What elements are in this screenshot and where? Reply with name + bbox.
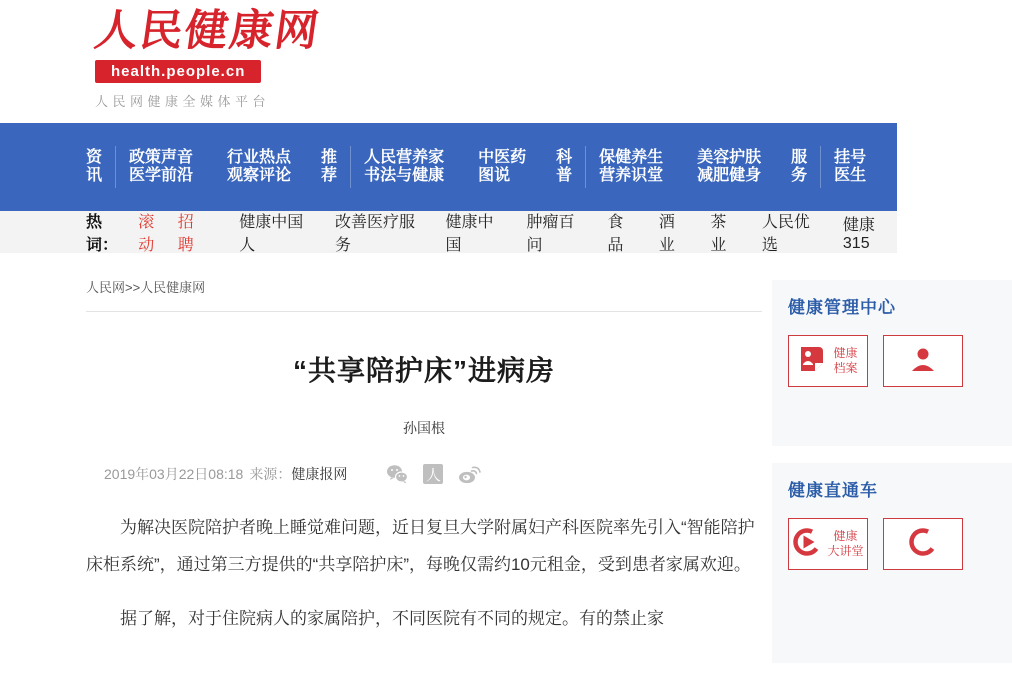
nav-item-healthcare[interactable]: 保健养生 (599, 149, 664, 166)
nav-group-char: 资 (86, 149, 103, 166)
nav-columns (364, 142, 526, 192)
hot-link-liquor[interactable]: 酒业 (658, 214, 675, 254)
nav-item-policy-voice[interactable]: 政策声音 (129, 149, 194, 166)
hot-link-tumor-questions[interactable]: 肿瘤百问 (526, 214, 575, 254)
nav-item-fitness[interactable]: 减肥健身 (697, 167, 762, 184)
share-icons (385, 463, 481, 485)
logo-tagline: 人民网健康全媒体平台 (95, 94, 271, 109)
health-management-title[interactable]: 健康管理中心 (788, 298, 896, 317)
article-paragraph: 据了解，对于住院病人的家属陪护，不同医院有不同的规定。有的禁止家 (120, 609, 664, 628)
nav-group-char: 荐 (321, 167, 338, 184)
site-logo[interactable] (91, 6, 324, 110)
hot-link-scroll[interactable]: 滚动 (138, 214, 155, 254)
article-meta (86, 463, 762, 485)
nav-item-calligraphy-health[interactable]: 书法与健康 (364, 167, 445, 184)
clipped-card[interactable] (883, 518, 963, 570)
health-express-panel (772, 463, 1012, 663)
circle-icon (908, 527, 938, 562)
nav-group-char: 服 (791, 149, 808, 166)
nav-group-char: 推 (321, 149, 338, 166)
nav-group-label-service[interactable] (791, 142, 807, 192)
hot-link-health-315[interactable]: 健康315 (842, 216, 875, 252)
nav-column (364, 142, 444, 192)
nav-column (478, 142, 526, 192)
card-label-line: 健康 (833, 346, 858, 360)
health-archive-icon (798, 344, 828, 379)
nav-column (129, 142, 193, 192)
nav-divider (350, 146, 351, 188)
logo-calligraphy-text: 人民健康网 (91, 6, 324, 56)
hot-words-bar (0, 211, 897, 253)
breadcrumb-divider (86, 311, 762, 312)
card-row (788, 335, 1012, 387)
hot-link-healthy-china[interactable]: 健康中国 (445, 214, 494, 254)
hot-link-tea[interactable]: 茶业 (710, 214, 727, 254)
person-icon (908, 344, 938, 379)
hot-link-people-select[interactable]: 人民优选 (761, 214, 810, 254)
health-lecture-label (827, 529, 863, 559)
health-archive-label (833, 346, 857, 376)
nav-column (227, 142, 291, 192)
nav-item-people-nutrition[interactable]: 人民营养家 (364, 149, 445, 166)
nav-group-recommend (321, 142, 526, 192)
nav-item-hundred-questions[interactable]: 百问 (900, 167, 933, 184)
hot-words-label: 热词： (86, 214, 119, 254)
nav-divider (115, 146, 116, 188)
health-archive-card[interactable] (788, 335, 868, 387)
play-icon (792, 527, 822, 562)
publish-date: 2019年03月22日08:18 (104, 466, 244, 482)
nav-group-char: 讯 (86, 167, 103, 184)
nav-group-news (86, 142, 291, 192)
hot-link-recruit[interactable]: 招聘 (177, 214, 194, 254)
nav-column (900, 142, 932, 192)
nav-item-tcm[interactable]: 中医药 (478, 149, 527, 166)
nav-column (697, 142, 761, 192)
source-label: 来源： (249, 466, 292, 482)
article-paragraph: 为解决医院陪护者晚上睡觉难问题，近日复旦大学附属妇产科医院率先引入“智能陪护床柜系统”，通过第三方提供的“共享陪护床”，每晚仅需约10元租金，受到患者家属欢迎。 (86, 518, 755, 574)
nav-group-char: 务 (791, 167, 808, 184)
hot-link-healthy-chinese[interactable]: 健康中国人 (239, 214, 304, 254)
site-header (0, 0, 897, 123)
nav-item-registration[interactable]: 挂号 (834, 149, 867, 166)
nav-divider (585, 146, 586, 188)
wechat-share-icon[interactable] (385, 463, 409, 485)
health-management-panel (772, 280, 1012, 446)
article-content (86, 277, 762, 637)
card-label-line: 档案 (833, 361, 858, 375)
nav-group-label-news[interactable] (86, 142, 102, 192)
main-nav (0, 123, 933, 211)
breadcrumb[interactable]: 人民网>>人民健康网 (86, 280, 206, 295)
health-express-title[interactable]: 健康直通车 (788, 481, 878, 500)
nav-group-char: 科 (556, 149, 573, 166)
nav-group-label-recommend[interactable] (321, 142, 337, 192)
weibo-share-icon[interactable] (457, 463, 481, 485)
nav-group-label-science[interactable] (556, 142, 572, 192)
nav-group-char: 普 (556, 167, 573, 184)
article-body (86, 509, 762, 637)
nav-column (834, 142, 866, 192)
logo-domain-badge: health.people.cn (95, 60, 261, 83)
nav-item-medical-frontier[interactable]: 医学前沿 (129, 167, 194, 184)
people-daily-share-icon[interactable]: 人 (423, 464, 443, 484)
nav-item-nutrition-class[interactable]: 营养识堂 (599, 167, 664, 184)
nav-item-doctor[interactable]: 医生 (834, 167, 867, 184)
card-row (788, 518, 1012, 570)
nav-column (599, 142, 663, 192)
hot-link-food[interactable]: 食品 (607, 214, 624, 254)
nav-item-industry-hotspot[interactable]: 行业热点 (227, 149, 292, 166)
card-label-line: 大讲堂 (827, 544, 864, 558)
source-link[interactable]: 健康报网 (291, 466, 348, 482)
nav-columns (834, 142, 932, 192)
nav-group-science (556, 142, 761, 192)
clipped-card[interactable] (883, 335, 963, 387)
nav-divider (820, 146, 821, 188)
nav-columns (129, 142, 291, 192)
nav-item-observation-review[interactable]: 观察评论 (227, 167, 292, 184)
article-title: “共享陪护床”进病房 (292, 355, 555, 386)
nav-item-pictorial[interactable]: 图说 (478, 167, 511, 184)
nav-item-encyclopedia[interactable]: 百科 (900, 149, 933, 166)
card-label-line: 健康 (833, 529, 858, 543)
nav-columns (599, 142, 761, 192)
nav-item-beauty-skincare[interactable]: 美容护肤 (697, 149, 762, 166)
article-author: 孙国根 (403, 420, 445, 436)
health-lecture-card[interactable] (788, 518, 868, 570)
hot-link-improve-medical[interactable]: 改善医疗服务 (334, 214, 415, 254)
nav-group-service (791, 142, 932, 192)
right-sidebar (772, 280, 1012, 680)
